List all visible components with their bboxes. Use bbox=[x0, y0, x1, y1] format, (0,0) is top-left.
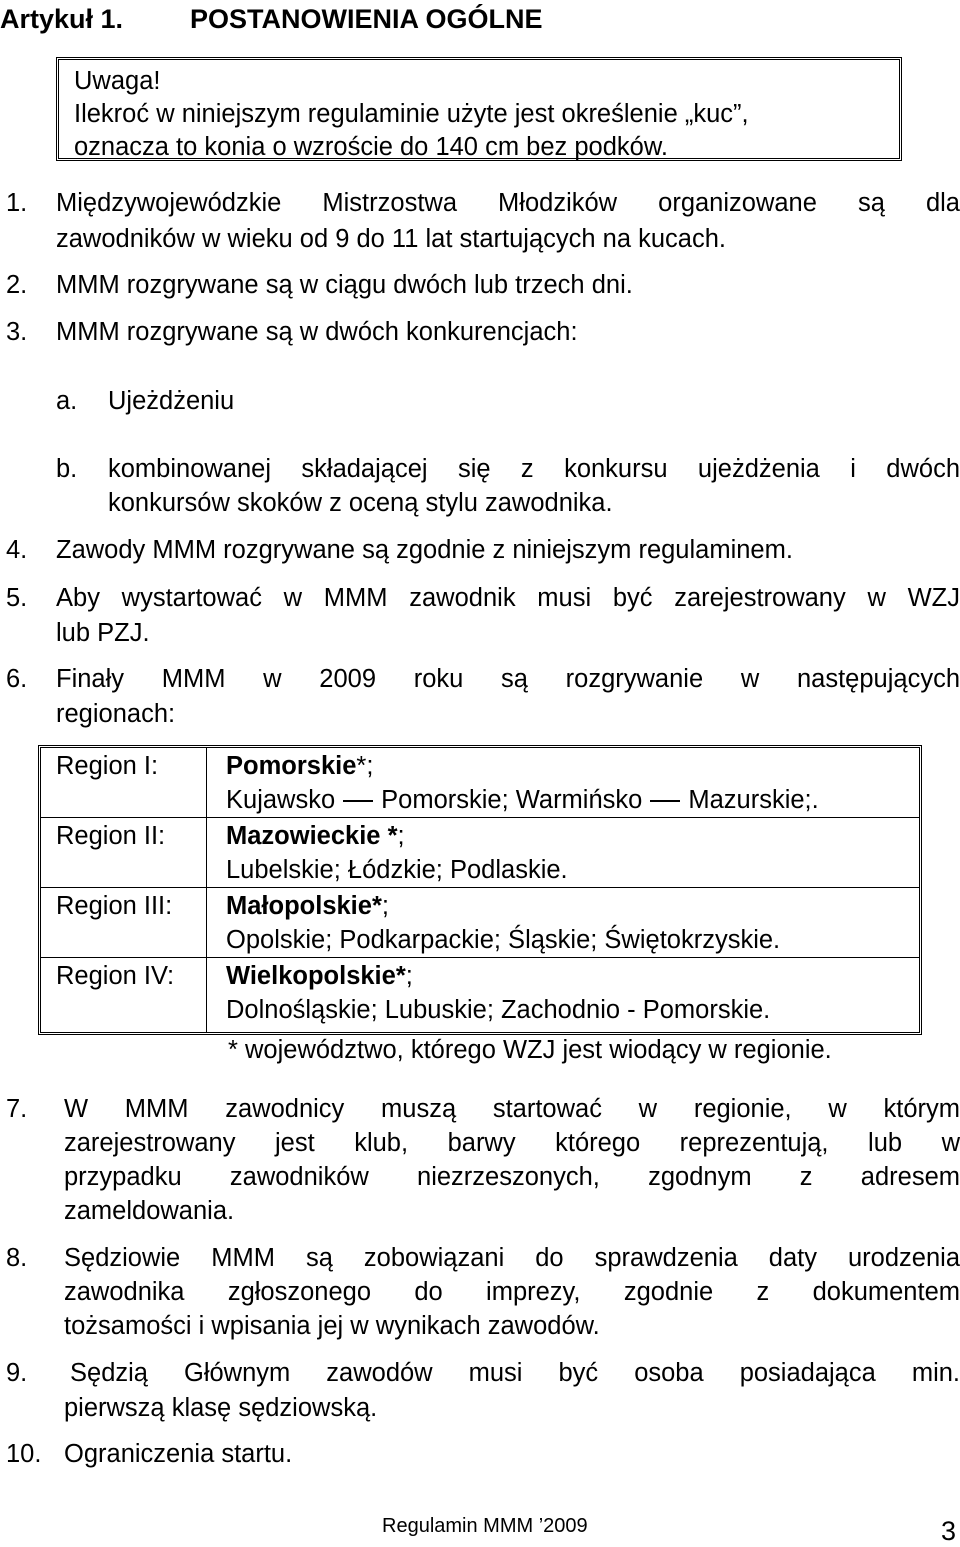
item-number: 7. bbox=[6, 1095, 28, 1123]
region-lead: Małopolskie*; bbox=[226, 892, 389, 920]
subitem-letter: b. bbox=[56, 455, 78, 483]
region-rest: Lubelskie; Łódzkie; Podlaskie. bbox=[226, 856, 568, 884]
item-text: W MMM zawodnicy muszą startować w regionie, w którym bbox=[64, 1095, 960, 1123]
footer-label: Regulamin MMM ’2009 bbox=[382, 1515, 588, 1537]
region-footnote: * województwo, którego WZJ jest wiodący w regionie. bbox=[228, 1036, 832, 1064]
row-divider bbox=[41, 887, 919, 888]
column-divider bbox=[206, 748, 207, 1032]
article-title: POSTANOWIENIA OGÓLNE bbox=[190, 4, 543, 34]
item-text: zawodników w wieku od 9 do 11 lat startujących na kucach. bbox=[56, 225, 726, 253]
region-name: Region I: bbox=[56, 752, 159, 780]
item-text: MMM rozgrywane są w ciągu dwóch lub trzech dni. bbox=[56, 271, 633, 299]
notice-box bbox=[56, 57, 902, 161]
subitem-letter: a. bbox=[56, 387, 78, 415]
notice-label: Uwaga! bbox=[74, 67, 161, 95]
dash bbox=[343, 800, 373, 802]
region-lead: Wielkopolskie*; bbox=[226, 962, 413, 990]
item-number: 6. bbox=[6, 665, 28, 693]
item-text: MMM rozgrywane są w dwóch konkurencjach: bbox=[56, 318, 578, 346]
row-divider bbox=[41, 957, 919, 958]
dash bbox=[650, 800, 680, 802]
item-text: Aby wystartować w MMM zawodnik musi być zarejestrowany w WZJ bbox=[56, 584, 960, 612]
item-text: Międzywojewódzkie Mistrzostwa Młodzików organizowane są dla bbox=[56, 189, 960, 217]
page-number: 3 bbox=[941, 1516, 957, 1546]
item-number: 3. bbox=[6, 318, 28, 346]
item-number: 4. bbox=[6, 536, 28, 564]
regions-table bbox=[38, 745, 922, 1035]
subitem-text: kombinowanej składającej się z konkursu ujeżdżenia i dwóch bbox=[108, 455, 960, 483]
region-rest: Dolnośląskie; Lubuskie; Zachodnio - Pomorskie. bbox=[226, 996, 771, 1024]
item-text: zameldowania. bbox=[64, 1197, 235, 1225]
item-text: Ograniczenia startu. bbox=[64, 1440, 293, 1468]
subitem-text: Ujeżdżeniu bbox=[108, 387, 235, 415]
item-text: regionach: bbox=[56, 700, 176, 728]
region-rest: Kujawsko Pomorskie; Warmińsko Mazurskie;. bbox=[226, 786, 819, 814]
region-name: Region II: bbox=[56, 822, 166, 850]
item-number: 5. bbox=[6, 584, 28, 612]
item-number: 8. bbox=[6, 1244, 28, 1272]
item-number: 1. bbox=[6, 189, 28, 217]
notice-line: oznacza to konia o wzroście do 140 cm bez podków. bbox=[74, 133, 668, 161]
article-number: Artykuł 1. bbox=[0, 4, 124, 34]
item-text: zawodnika zgłoszonego do imprezy, zgodnie z dokumentem bbox=[64, 1278, 960, 1306]
region-lead: Pomorskie*; bbox=[226, 752, 374, 780]
subitem-text: konkursów skoków z oceną stylu zawodnika. bbox=[108, 489, 613, 517]
region-lead: Mazowieckie *; bbox=[226, 822, 405, 850]
item-text: Sędzią Głównym zawodów musi być osoba posiadająca min. bbox=[70, 1359, 960, 1387]
item-text: Finały MMM w 2009 roku są rozgrywanie w następujących bbox=[56, 665, 960, 693]
item-text: przypadku zawodników niezrzeszonych, zgodnym z adresem bbox=[64, 1163, 960, 1191]
item-number: 9. bbox=[6, 1359, 28, 1387]
item-text: zarejestrowany jest klub, barwy którego reprezentują, lub w bbox=[64, 1129, 960, 1157]
item-number: 10. bbox=[6, 1440, 42, 1468]
region-name: Region IV: bbox=[56, 962, 175, 990]
item-text: Sędziowie MMM są zobowiązani do sprawdzenia daty urodzenia bbox=[64, 1244, 960, 1272]
notice-line: Ilekroć w niniejszym regulaminie użyte jest określenie „kuc”, bbox=[74, 100, 749, 128]
item-text: pierwszą klasę sędziowską. bbox=[64, 1394, 378, 1422]
item-text: lub PZJ. bbox=[56, 619, 150, 647]
region-rest: Opolskie; Podkarpackie; Śląskie; Świętokrzyskie. bbox=[226, 926, 781, 954]
item-text: tożsamości i wpisania jej w wynikach zawodów. bbox=[64, 1312, 600, 1340]
item-text: Zawody MMM rozgrywane są zgodnie z niniejszym regulaminem. bbox=[56, 536, 793, 564]
region-name: Region III: bbox=[56, 892, 173, 920]
row-divider bbox=[41, 817, 919, 818]
item-number: 2. bbox=[6, 271, 28, 299]
